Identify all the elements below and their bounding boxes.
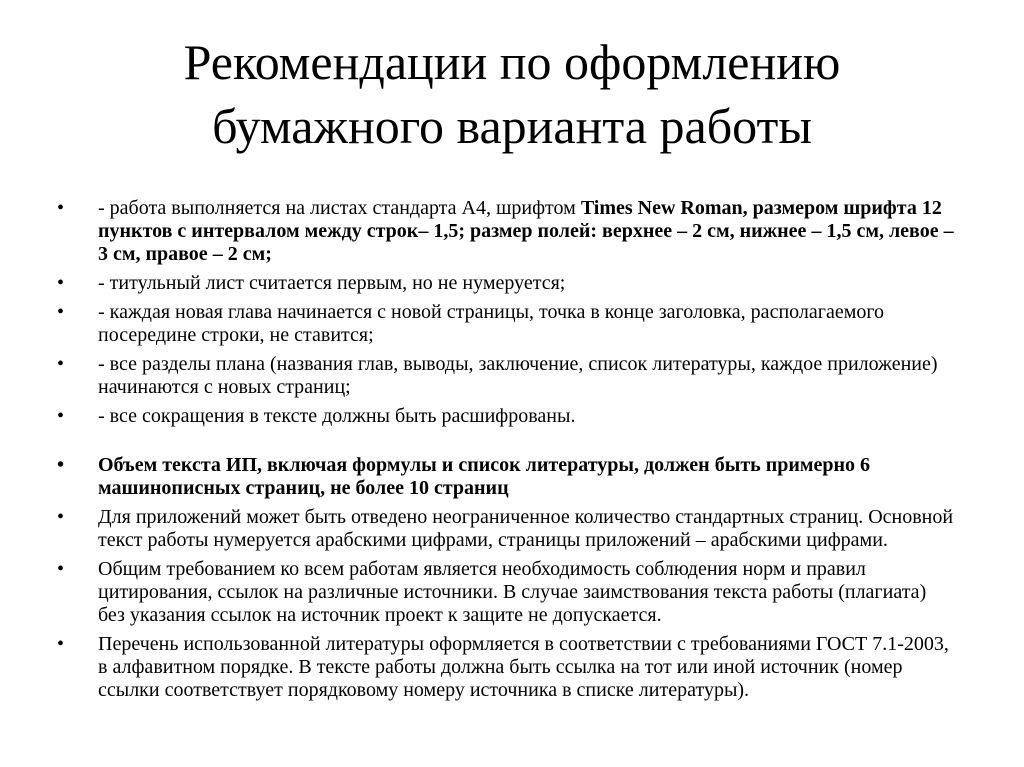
list-item-title-page <box>57 272 957 295</box>
bullet-marker: • <box>57 353 65 375</box>
bullet-marker: • <box>57 301 65 323</box>
list-item-abbreviations <box>57 405 957 428</box>
list-item-bold-text: Times New Roman, размером шрифта 12 пунктов с интервалом между строк– 1,5; размер полей: верхнее – 2 см, нижнее – 1,5 см, левое – 3 см, правое – 2 см; <box>98 197 954 265</box>
slide-title <box>60 30 964 158</box>
list-item-citation-rules <box>57 558 957 627</box>
bullet-marker: • <box>57 558 65 580</box>
list-item-sections <box>57 353 957 399</box>
list-item-text: Перечень использованной литературы оформляется в соответствии с требованиями ГОСТ 7.1-2003, в алфавитном порядке. В тексте работы должна быть ссылка на тот или иной источник (номер ссылки соответствует порядковому номеру источника в списке литературы). <box>98 633 949 701</box>
list-item-text: - все разделы плана (названия глав, выводы, заключение, список литературы, каждое приложение) начинаются с новых страниц; <box>98 353 938 398</box>
list-item-text: - каждая новая глава начинается с новой страницы, точка в конце заголовка, располагаемого посередине строки, не ставится; <box>98 301 885 346</box>
list-item-new-chapter <box>57 301 957 347</box>
slide-title-line-1: Рекомендации по оформлению <box>183 34 841 90</box>
bullet-marker: • <box>57 506 65 528</box>
list-item-text: Объем текста ИП, включая формулы и список литературы, должен быть примерно 6 машинописных страниц, не более 10 страниц <box>98 454 871 499</box>
bullet-marker: • <box>57 197 65 219</box>
list-item-paper-format <box>57 197 957 266</box>
list-item-text: - все сокращения в тексте должны быть расшифрованы. <box>98 405 576 427</box>
bullet-marker: • <box>57 454 65 476</box>
bullet-marker: • <box>57 633 65 655</box>
slide-title-line-2: бумажного варианта работы <box>212 98 812 154</box>
list-item-text: Общим требованием ко всем работам является необходимость соблюдения норм и правил цитирования, ссылок на различные источники. В случае заимствования текста работы (плагиата) без указания ссылок на источник проект к защите не допускается. <box>98 558 927 626</box>
recommendations-list <box>57 197 957 708</box>
bullet-marker: • <box>57 405 65 427</box>
list-item-text: - работа выполняется на листах стандарта А4, шрифтом <box>98 197 581 219</box>
list-item-bibliography <box>57 633 957 702</box>
bullet-marker: • <box>57 272 65 294</box>
list-item-text-volume <box>57 454 957 500</box>
list-item-text: Для приложений может быть отведено неограниченное количество стандартных страниц. Основной текст работы нумеруется арабскими цифрами, страницы приложений – арабскими цифрами. <box>98 506 954 551</box>
list-item-appendices <box>57 506 957 552</box>
list-item-text: - титульный лист считается первым, но не нумеруется; <box>98 272 566 294</box>
